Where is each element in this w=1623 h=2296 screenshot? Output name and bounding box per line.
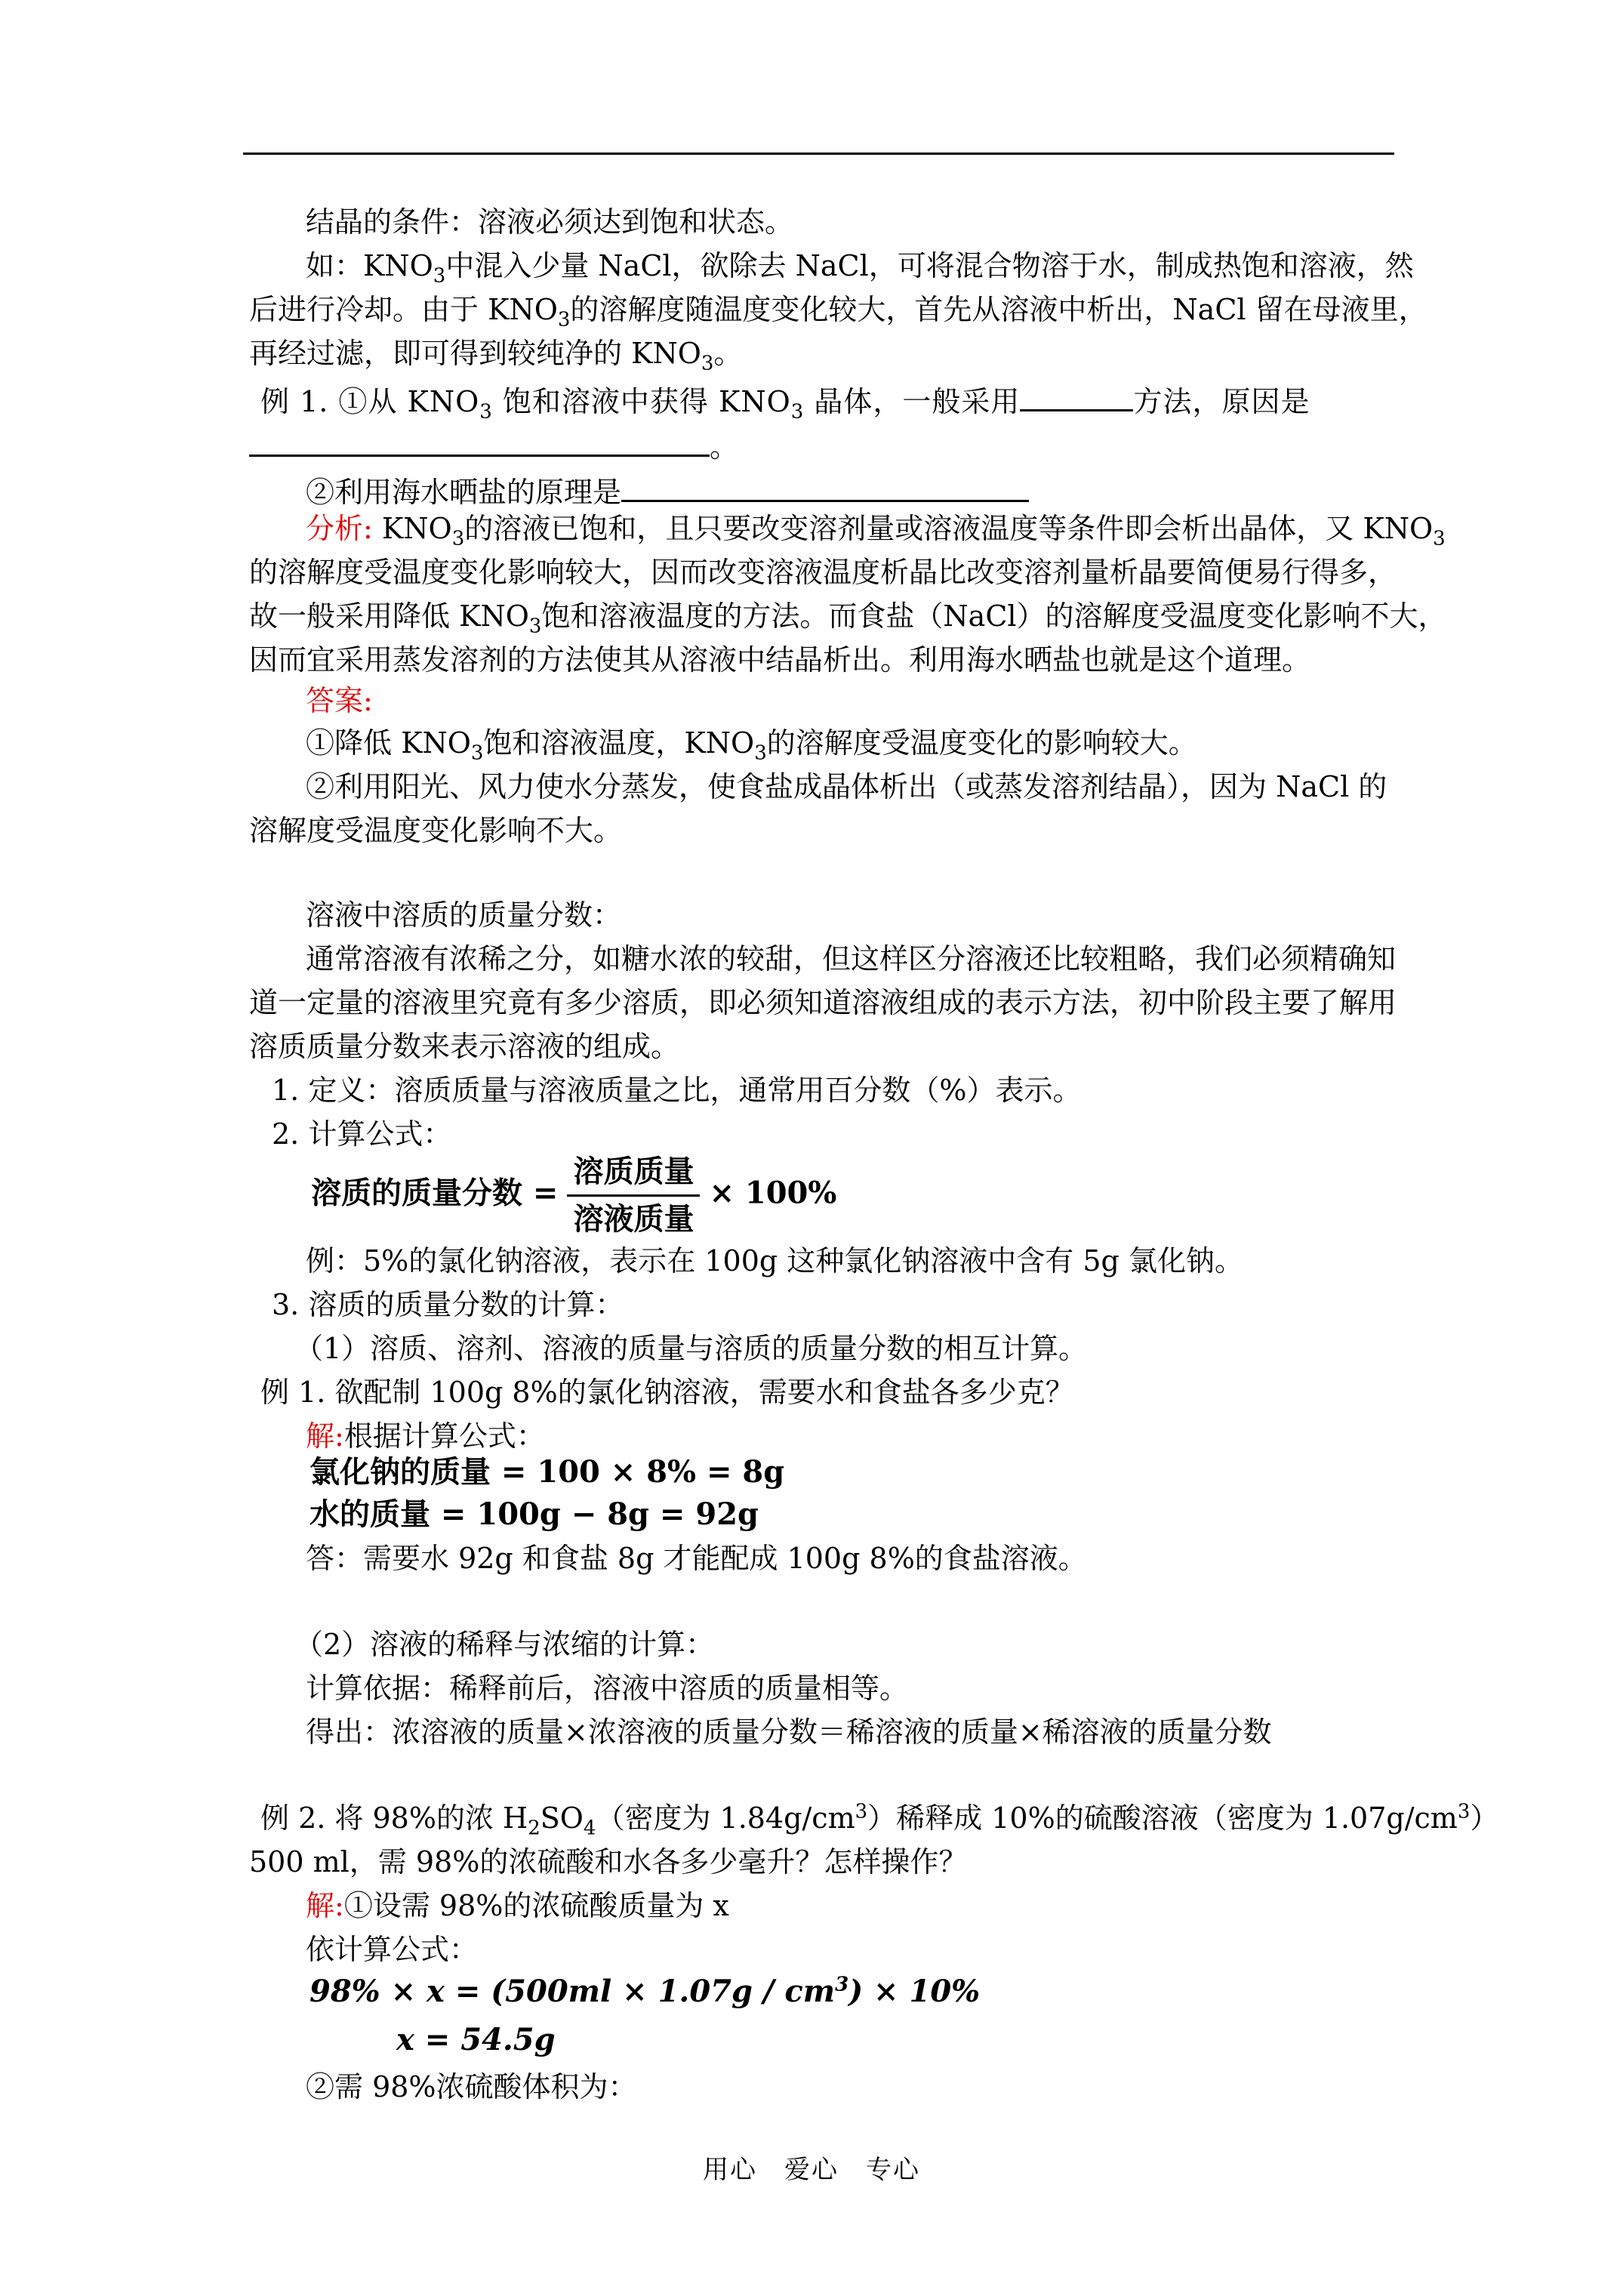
answer1: ①降低 $KNO_3$饱和溶液温度，$KNO_3$的溶解度受温度变化的影响较大。 — [306, 726, 1197, 765]
example1-line2: 。 — [249, 424, 738, 465]
answer-label: 答案: — [306, 684, 373, 717]
footer-word-2: 爱心 — [784, 2155, 839, 2185]
solution-line: 解:根据计算公式： — [306, 1419, 545, 1453]
definition-item: 1. 定义：溶质质量与溶液质量之比，通常用百分数（%）表示。 — [272, 1074, 1082, 1107]
para1-line2: 如：$KNO_3$中混入少量 NaCl，欲除去 NaCl，可将混合物溶于水，制成热饱和溶液，然 — [306, 249, 1414, 288]
mass-fraction-formula: 溶质的质量分数 = $\frac{\text{溶质质量}}{\text{溶液质量}}$ × 100% — [311, 1152, 836, 1239]
section-intro-line2: 道一定量的溶液里究竟有多少溶质，即必须知道溶液组成的表示方法，初中阶段主要了解用 — [249, 986, 1397, 1019]
example2-solution: 解:①设需 98%的浓硫酸质量为 x — [306, 1889, 729, 1922]
calc-nacl-mass: 氯化钠的质量 = 100 × 8% = 8g — [310, 1454, 785, 1490]
example1-line3: ②利用海水晒盐的原理是 — [306, 470, 1029, 510]
example2-step2: ②需 98%浓硫酸体积为： — [306, 2070, 637, 2103]
analysis-label: 分析: — [306, 512, 373, 545]
answer-blank-principle — [621, 470, 1029, 502]
formula-item: 2. 计算公式： — [272, 1117, 452, 1151]
example1b-question: 例 1. 欲配制 100g 8%的氯化钠溶液，需要水和食盐各多少克？ — [260, 1376, 1074, 1409]
answer-blank-reason — [249, 424, 710, 457]
solution-label-2: 解: — [306, 1889, 344, 1922]
example1-question: 例 1. ①从 $KNO_3$ 饱和溶液中获得 $KNO_3$ 晶体，一般采用 方法，原因是 — [260, 379, 1310, 420]
answer-blank-method — [1020, 379, 1133, 411]
calc-water-mass: 水的质量 = 100g − 8g = 92g — [310, 1496, 759, 1532]
footer-word-1: 用心 — [703, 2155, 757, 2185]
subsection1-title: （1）溶质、溶剂、溶液的质量与溶质的质量分数的相互计算。 — [294, 1332, 1088, 1365]
answer2-line2: 溶解度受温度变化影响不大。 — [249, 814, 623, 847]
analysis-line4: 因而宜采用蒸发溶剂的方法使其从溶液中结晶析出。利用海水晒盐也就是这个道理。 — [249, 643, 1311, 676]
analysis-line2: 的溶解度受温度变化影响较大，因而改变溶液温度析晶比改变溶剂量析晶要简便易行得多， — [249, 556, 1397, 589]
analysis-line1: 分析: $KNO_3$的溶液已饱和，且只要改变溶剂量或溶液温度等条件即会析出晶体，又 $KNO_3$ — [306, 512, 1446, 550]
header-rule — [243, 153, 1394, 155]
para1-line4: 再经过滤，即可得到较纯净的 $KNO_3$。 — [249, 337, 743, 375]
dilution-equation: 得出：浓溶液的质量×浓溶液的质量分数＝稀溶液的质量×稀溶液的质量分数 — [306, 1715, 1272, 1749]
footer-word-3: 专心 — [866, 2155, 920, 2185]
section-title: 溶液中溶质的质量分数： — [306, 898, 622, 932]
section-intro-line1: 通常溶液有浓稀之分，如糖水浓的较甜，但这样区分溶液还比较粗略，我们必须精确知 — [306, 942, 1397, 975]
answer2-line1: ②利用阳光、风力使水分蒸发，使食盐成晶体析出（或蒸发溶剂结晶），因为 NaCl 的 — [306, 770, 1387, 803]
example2-equation1: $98\% \times x = (500ml \times 1.07g / cm^3) \times 10\%$ — [310, 1973, 981, 2009]
formula-fraction: $\frac{\text{溶质质量}}{\text{溶液质量}}$ — [567, 1152, 700, 1239]
formula-example: 例：5%的氯化钠溶液，表示在 100g 这种氯化钠溶液中含有 5g 氯化钠。 — [306, 1244, 1243, 1277]
example2-equation2: x = 54.5g — [396, 2022, 556, 2057]
page-footer — [0, 2149, 1623, 2186]
dilution-basis: 计算依据：稀释前后，溶液中溶质的质量相等。 — [306, 1672, 909, 1705]
solution-label: 解: — [306, 1419, 344, 1453]
para1-line3: 后进行冷却。由于 $KNO_3$的溶解度随温度变化较大，首先从溶液中析出，NaCl 留在母液里， — [249, 293, 1427, 331]
analysis-line3: 故一般采用降低 $KNO_3$饱和溶液温度的方法。而食盐（NaCl）的溶解度受温度变化影响不大， — [249, 599, 1447, 638]
example2-line2: 500 ml，需 98%的浓硫酸和水各多少毫升？怎样操作？ — [249, 1845, 968, 1878]
subsection2-title: （2）溶液的稀释与浓缩的计算： — [294, 1628, 715, 1661]
example2-line1: 例 2. 将 98%的浓 $H_2SO_4$（密度为 $1.84g/cm^3$）稀释成 10%的硫酸溶液（密度为 $1.07g/cm^3$） — [260, 1800, 1499, 1840]
calculation-item: 3. 溶质的质量分数的计算： — [272, 1288, 624, 1321]
example1b-answer: 答：需要水 92g 和食盐 8g 才能配成 100g 8%的食盐溶液。 — [306, 1542, 1087, 1575]
section-intro-line3: 溶质质量分数来表示溶液的组成。 — [249, 1030, 680, 1063]
crystallization-condition: 结晶的条件：溶液必须达到饱和状态。 — [306, 205, 794, 239]
example2-basis: 依计算公式： — [306, 1933, 479, 1966]
